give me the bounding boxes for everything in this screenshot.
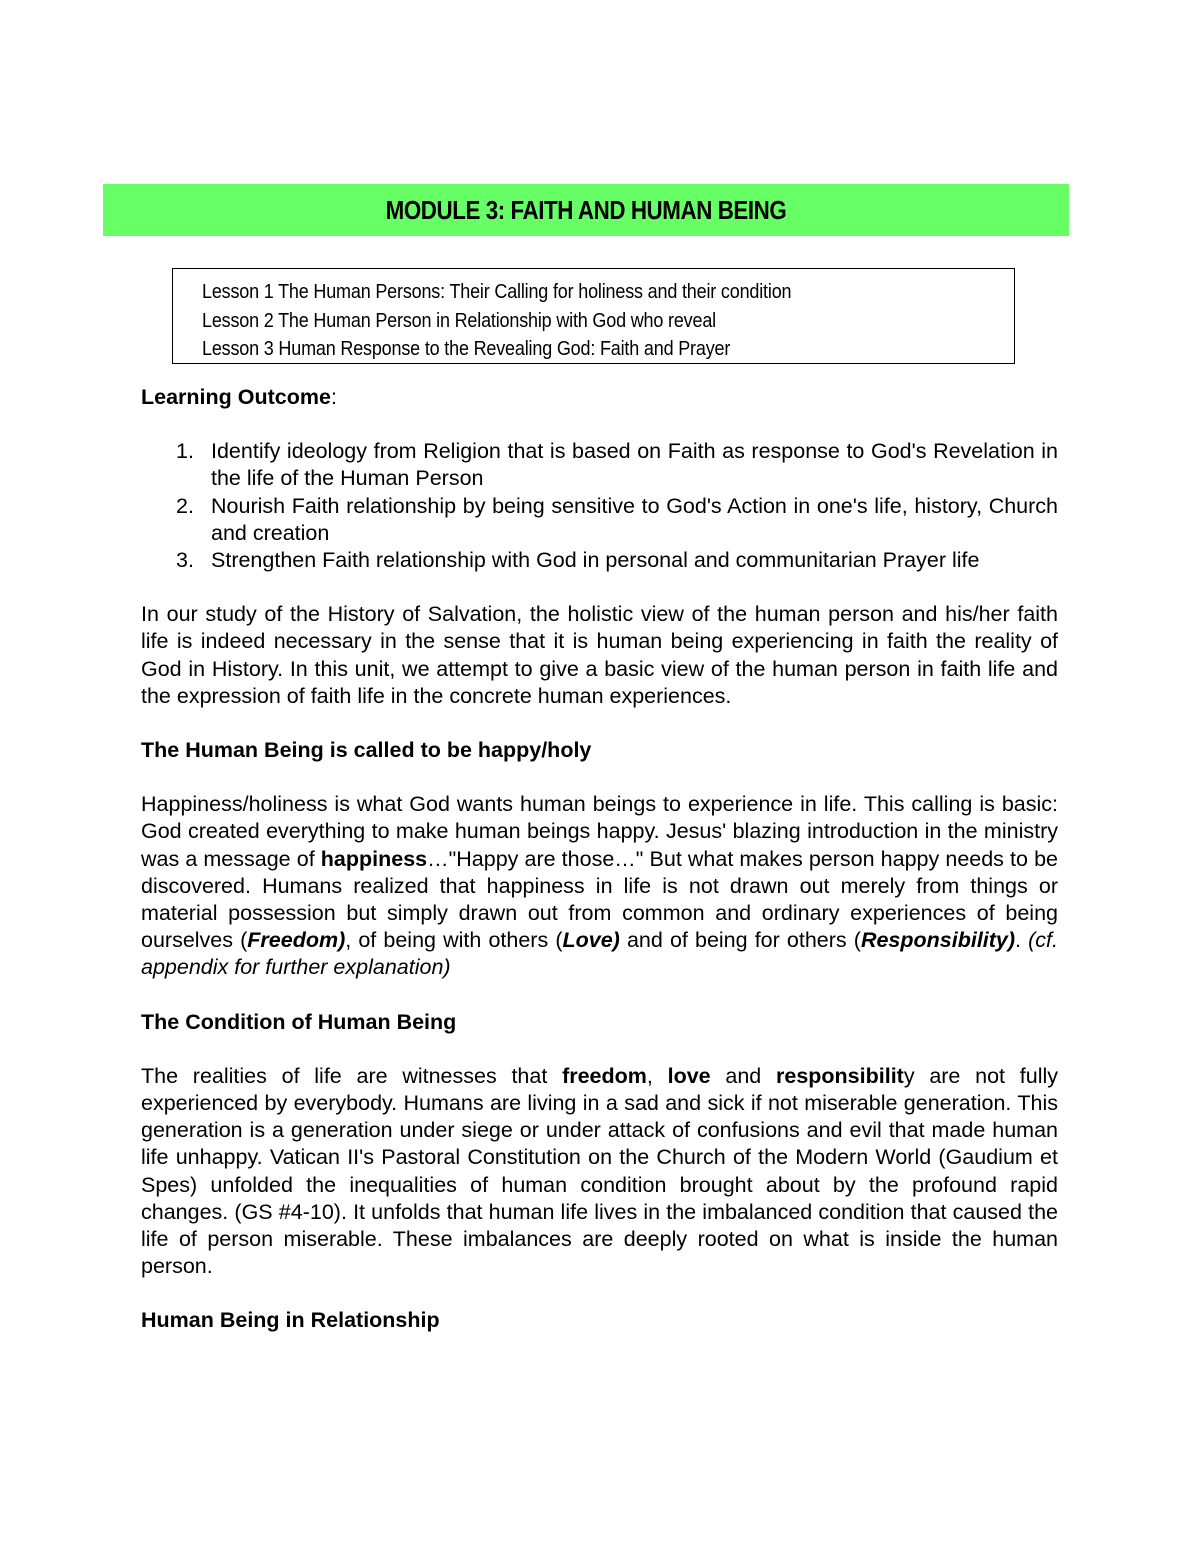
learning-outcome-bold: Learning Outcome — [141, 385, 331, 409]
text-run: . — [1015, 928, 1029, 953]
lesson-3: Lesson 3 Human Response to the Revealing God: Faith and Prayer — [202, 338, 731, 360]
section-heading-condition: The Condition of Human Being — [141, 1009, 457, 1034]
section-heading-relationship: Human Being in Relationship — [141, 1308, 440, 1333]
list-item — [141, 493, 1058, 547]
list-number: 3. — [176, 548, 194, 573]
text-run: Happiness/holiness is what God wants human beings to experience in life. This calling is basic: God created everything to make human beings happy. Jesus' blazing introduction in the ministry was a message of — [141, 792, 1058, 871]
text-run: and — [710, 1063, 776, 1088]
lesson-2: Lesson 2 The Human Person in Relationship with God who reveal — [202, 309, 716, 332]
module-title: MODULE 3: FAITH AND HUMAN BEING — [385, 194, 787, 225]
module-title-banner — [103, 184, 1069, 236]
condition-paragraph — [141, 1063, 1058, 1281]
lessons-box — [172, 268, 1015, 364]
bold-love: Love) — [562, 928, 620, 953]
appendix-note: (cf. appendix for further explanation) — [141, 928, 1058, 980]
text-run: , of being with others ( — [345, 928, 563, 953]
list-item — [141, 547, 1058, 574]
bold-responsibility: responsibilit — [776, 1063, 904, 1088]
list-item — [141, 438, 1058, 492]
text-run: The realities of life are witnesses that — [141, 1063, 563, 1088]
list-text: Strengthen Faith relationship with God in personal and communitarian Prayer life — [211, 548, 980, 573]
bold-responsibility: Responsibility) — [860, 928, 1016, 953]
learning-outcome-label — [141, 384, 1058, 411]
document-body — [141, 384, 1058, 1362]
bold-freedom: freedom — [562, 1063, 647, 1088]
learning-outcome-list — [141, 438, 1058, 574]
list-text: Identify ideology from Religion that is based on Faith as response to God's Revelation in the life of the Human Person — [211, 439, 1058, 491]
list-text: Nourish Faith relationship by being sensitive to God's Action in one's life, history, Church and creation — [211, 493, 1058, 545]
lesson-1: Lesson 1 The Human Persons: Their Calling for holiness and their condition — [202, 281, 792, 303]
text-run: and of being for others ( — [619, 928, 861, 953]
text-run: y are not fully experienced by everybody. Humans are living in a sad and sick if not miserable generation. This generation is a generation under siege or under attack of confusions and evil that made human life unhappy. Vatican II's Pastoral Constitution on the Church of the Modern World (Gaudium et Spes) unfolded the inequalities of human condition brought about by the profound rapid changes. (GS #4-10). It unfolds that human life lives in the imbalanced condition that caused the life of person miserable. These imbalances are deeply rooted on what is inside the human person. — [141, 1063, 1058, 1279]
text-run: , — [646, 1063, 668, 1088]
section-heading-happy: The Human Being is called to be happy/holy — [141, 738, 592, 763]
intro-paragraph: In our study of the History of Salvation, the holistic view of the human person and his/her faith life is indeed necessary in the sense that it is human being experiencing in faith the reality of God in History. In this unit, we attempt to give a basic view of the human person in faith life and the expression of faith life in the concrete human experiences. — [141, 602, 1058, 708]
bold-freedom: Freedom) — [247, 928, 346, 953]
happiness-paragraph — [141, 791, 1058, 981]
bold-happiness: happiness — [320, 846, 428, 871]
learning-outcome-colon: : — [330, 385, 337, 409]
text-run: …"Happy are those…" But what makes person happy needs to be discovered. Humans realized that happiness in life is not drawn out merely from things or material possession but simply drawn out from common and ordinary experiences of being ourselves ( — [141, 846, 1058, 953]
bold-love: love — [667, 1063, 711, 1088]
list-number: 1. — [176, 439, 194, 464]
list-number: 2. — [176, 493, 194, 518]
